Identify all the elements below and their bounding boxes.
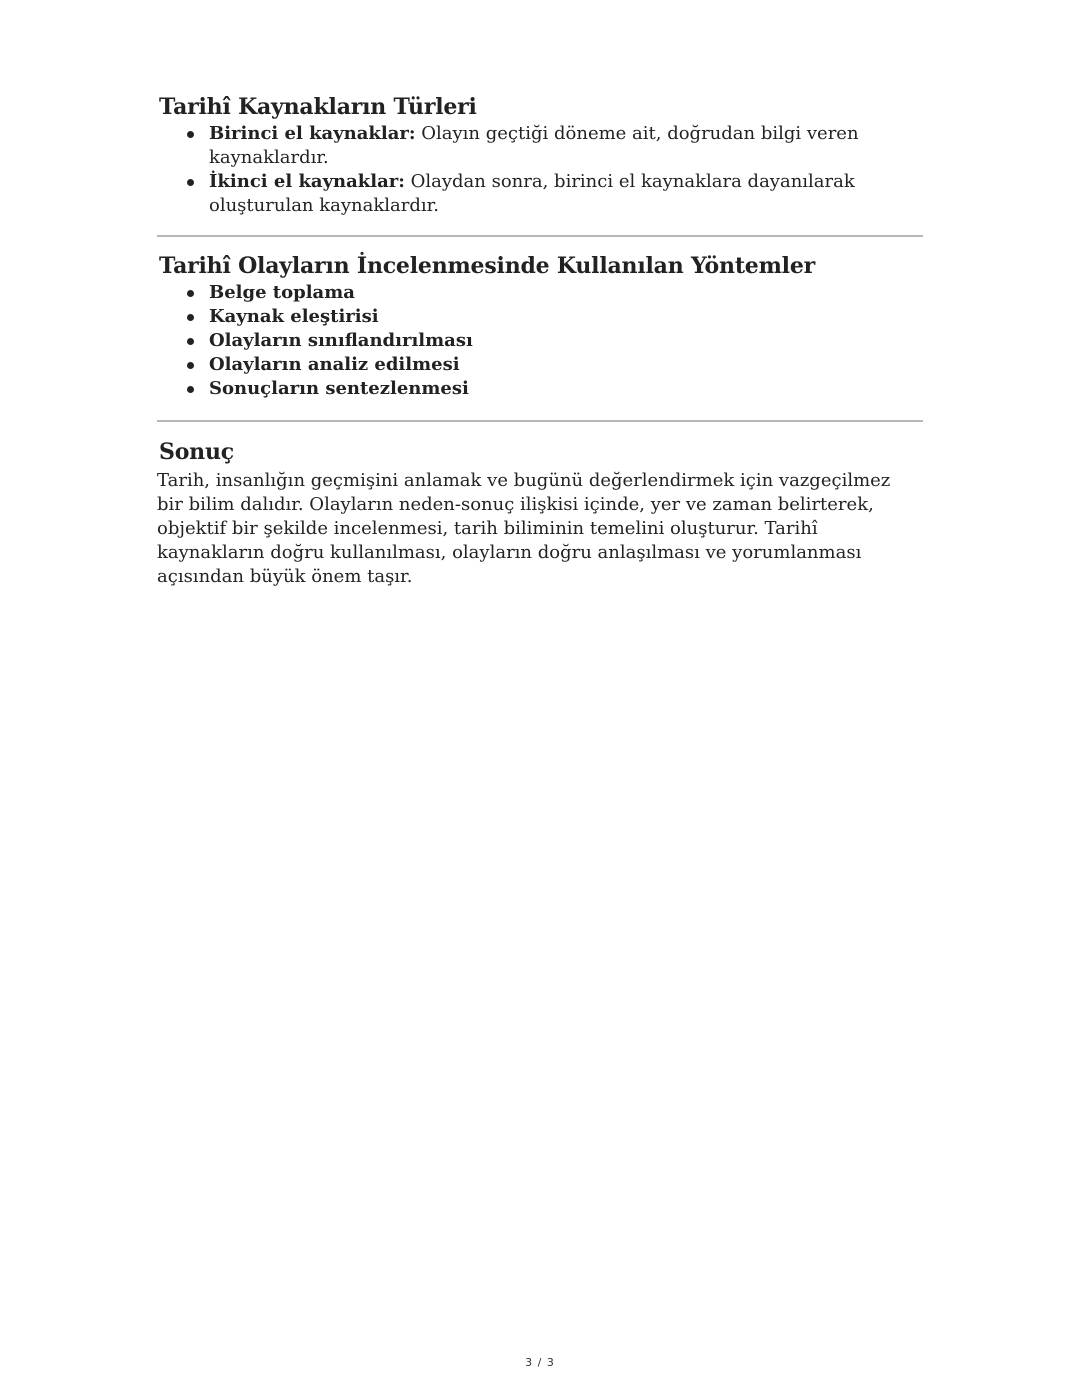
list-item: Kaynak eleştirisi — [209, 305, 923, 329]
list-item — [209, 122, 923, 170]
list-item: Olayların analiz edilmesi — [209, 353, 923, 377]
list-item: Sonuçların sentezlenmesi — [209, 377, 923, 401]
document-page — [157, 92, 923, 589]
methods-list — [157, 281, 923, 401]
section-methods — [157, 251, 923, 401]
section-divider — [157, 420, 923, 422]
term-label: Birinci el kaynaklar: — [209, 123, 416, 144]
section-divider — [157, 235, 923, 237]
section-heading: Tarihî Kaynakların Türleri — [159, 94, 477, 120]
section-conclusion — [157, 437, 923, 589]
list-item — [209, 170, 923, 218]
page-number: 3 / 3 — [525, 1356, 555, 1369]
term-description: Olaydan sonra, birinci el kaynaklara dayanılarak oluşturulan kaynaklardır. — [209, 171, 855, 216]
list-item: Belge toplama — [209, 281, 923, 305]
list-item: Olayların sınıflandırılması — [209, 329, 923, 353]
source-types-list — [157, 122, 923, 218]
term-description: Olayın geçtiği döneme ait, doğrudan bilgi veren kaynaklardır. — [209, 123, 859, 168]
conclusion-paragraph: Tarih, insanlığın geçmişini anlamak ve bugünü değerlendirmek için vazgeçilmez bir bilim dalıdır. Olayların neden-sonuç ilişkisi içinde, yer ve zaman belirterek, objektif bir şekilde incelenmesi, tarih biliminin temelini oluşturur. Tarihî kaynakların doğru kullanılması, olayların doğru anlaşılması ve yorumlanması açısından büyük önem taşır. — [157, 470, 891, 587]
section-source-types — [157, 92, 923, 218]
section-heading: Sonuç — [159, 439, 234, 465]
section-heading: Tarihî Olayların İncelenmesinde Kullanılan Yöntemler — [159, 253, 816, 279]
term-label: İkinci el kaynaklar: — [209, 171, 405, 192]
